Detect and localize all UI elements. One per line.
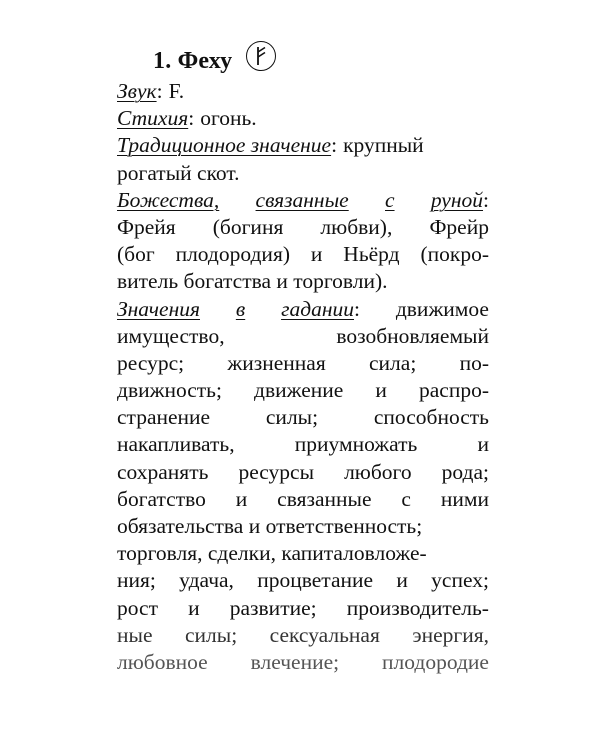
word: витель богатства и торговли). bbox=[117, 269, 388, 294]
field-label: Традиционное значение bbox=[117, 133, 332, 158]
word: ния; bbox=[117, 568, 156, 593]
word: (покро- bbox=[420, 242, 489, 267]
word: плодородия) bbox=[175, 242, 290, 267]
word: с bbox=[401, 486, 411, 511]
word: ресурсы bbox=[238, 459, 315, 484]
word: влечение; bbox=[250, 649, 340, 674]
word: связанные bbox=[277, 486, 372, 511]
field-value: огонь. bbox=[200, 106, 257, 131]
word: и bbox=[310, 242, 323, 267]
field-traditional-cont bbox=[117, 160, 489, 187]
section-title-text: Феху bbox=[177, 47, 233, 74]
word: имущество, bbox=[117, 323, 225, 348]
word: возобновляемый bbox=[336, 323, 489, 348]
word: и bbox=[235, 486, 248, 511]
word: рост bbox=[117, 595, 158, 620]
word: и bbox=[477, 432, 489, 457]
word: производитель- bbox=[346, 595, 489, 620]
field-value-part: рогатый скот. bbox=[117, 160, 240, 185]
word: и bbox=[188, 595, 200, 620]
field-divination-label: Значения в гадании: движимое bbox=[117, 296, 489, 323]
word: успех; bbox=[431, 568, 489, 593]
word: силы; bbox=[265, 405, 319, 430]
field-deities-label: Божества, связанные с руной: bbox=[117, 187, 489, 214]
field-value-part: крупный bbox=[343, 133, 424, 158]
text-line bbox=[117, 404, 489, 431]
word: способность bbox=[373, 405, 489, 430]
text-line bbox=[117, 377, 489, 404]
field-label: Стихия bbox=[117, 106, 189, 131]
word: энергия, bbox=[412, 622, 489, 647]
word: любого bbox=[344, 459, 412, 484]
word: руной: bbox=[430, 187, 489, 212]
word: накапливать, bbox=[117, 432, 235, 457]
field-label: Звук bbox=[117, 79, 157, 103]
word: ресурс; bbox=[117, 350, 185, 375]
section-heading bbox=[117, 44, 489, 78]
word: плодородие bbox=[382, 649, 489, 674]
word: торговля, сделки, капиталовложе- bbox=[117, 541, 427, 566]
word: приумножать bbox=[294, 432, 418, 457]
word: сила; bbox=[369, 350, 417, 375]
word: Фрейя bbox=[117, 214, 176, 239]
word: Ньёрд bbox=[343, 242, 400, 267]
word: сохранять bbox=[117, 459, 209, 484]
word: Стихия: bbox=[117, 106, 195, 131]
text-line bbox=[117, 431, 489, 458]
word: богатство bbox=[117, 486, 206, 511]
field-traditional bbox=[117, 132, 489, 159]
word: странение bbox=[117, 405, 211, 430]
word: рода; bbox=[441, 459, 489, 484]
word: любви), bbox=[320, 214, 393, 239]
word: ними bbox=[440, 486, 489, 511]
field-element bbox=[117, 105, 489, 132]
rune-description-page bbox=[117, 44, 489, 676]
text-line bbox=[117, 459, 489, 486]
text-line bbox=[117, 622, 489, 649]
word: (богиня bbox=[212, 214, 284, 239]
text-line bbox=[117, 214, 489, 241]
word: силы; bbox=[184, 622, 238, 647]
text-line bbox=[117, 595, 489, 622]
field-sound bbox=[117, 78, 489, 105]
word: движность; bbox=[117, 378, 222, 403]
word: по- bbox=[459, 350, 489, 375]
word: жизненная bbox=[227, 350, 326, 375]
text-line bbox=[117, 241, 489, 268]
text-line bbox=[117, 268, 489, 295]
word: Фрейр bbox=[429, 214, 489, 239]
word: процветание bbox=[257, 568, 374, 593]
word: распро- bbox=[418, 378, 489, 403]
text-line bbox=[117, 486, 489, 513]
word: Звук: bbox=[117, 79, 163, 103]
word: движение bbox=[254, 378, 344, 403]
word: развитие; bbox=[229, 595, 317, 620]
word: и bbox=[375, 378, 387, 403]
text-line bbox=[117, 513, 489, 540]
word: любовное bbox=[117, 649, 208, 674]
fehu-rune-icon bbox=[246, 41, 276, 71]
field-value: F. bbox=[168, 79, 185, 103]
text-line bbox=[117, 350, 489, 377]
word: обязательства и ответственность; bbox=[117, 514, 423, 538]
word: и bbox=[396, 568, 408, 593]
text-line bbox=[117, 540, 489, 567]
word: гадании: bbox=[281, 296, 360, 321]
text-line bbox=[117, 649, 489, 676]
word: Традиционное значение: bbox=[117, 133, 338, 158]
word: (бог bbox=[117, 242, 155, 267]
text-line bbox=[117, 567, 489, 594]
text-line bbox=[117, 323, 489, 350]
word: сексуальная bbox=[269, 622, 380, 647]
word: удача, bbox=[179, 568, 234, 593]
section-number: 1. bbox=[153, 47, 172, 74]
section-title bbox=[153, 48, 232, 75]
word: ные bbox=[117, 622, 153, 647]
